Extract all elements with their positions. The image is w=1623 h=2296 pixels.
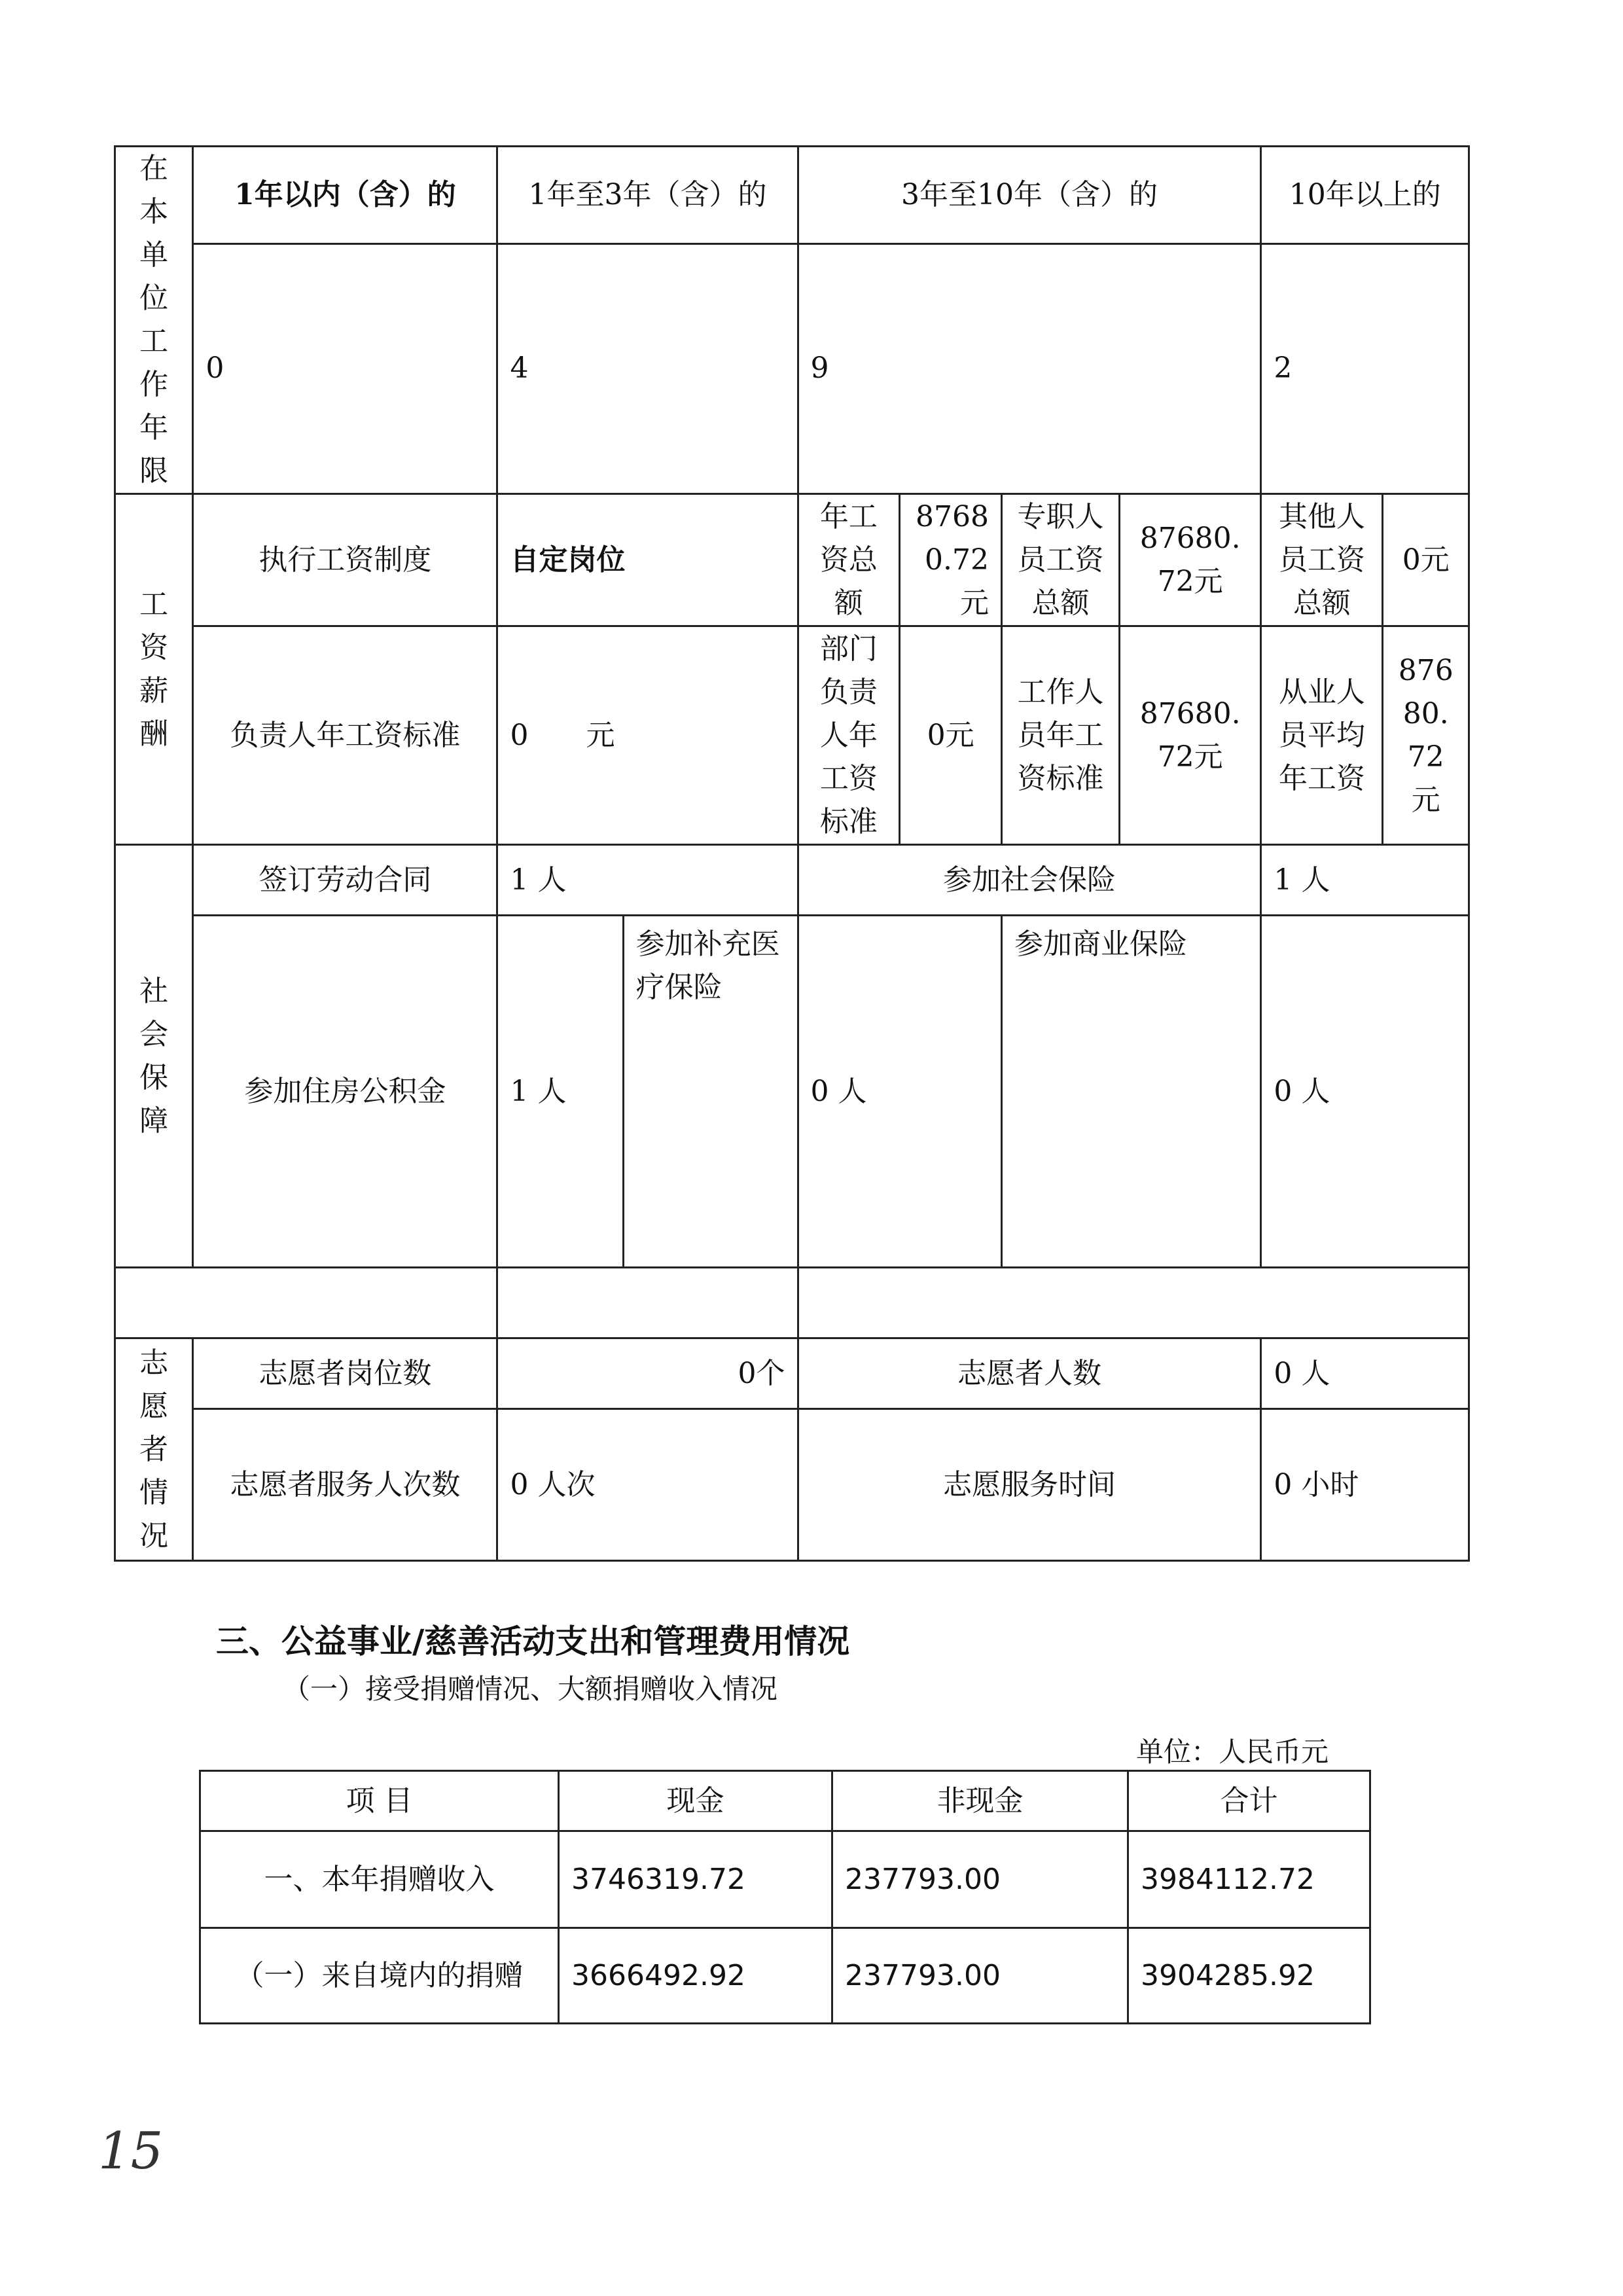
social-section-label: 社会保障 xyxy=(115,845,193,1268)
row-item: （一）来自境内的捐赠 xyxy=(200,1928,559,2024)
annual-wage-total-value: 87680.72元 xyxy=(900,494,1002,626)
empty-cell xyxy=(115,1268,497,1338)
tenure-value: 0 xyxy=(193,243,497,493)
section3-subtitle: （一）接受捐赠情况、大额捐赠收入情况 xyxy=(283,1673,778,1705)
head-wage-standard-value: 0 元 xyxy=(497,626,798,845)
avg-wage-label: 从业人员平均年工资 xyxy=(1261,626,1383,845)
commercial-insurance-value: 0 人 xyxy=(1261,916,1469,1268)
other-wage-total-label: 其他人员工资总额 xyxy=(1261,494,1383,626)
dept-head-wage-value: 0元 xyxy=(900,626,1002,845)
dept-head-wage-label: 部门负责人年工资标准 xyxy=(798,626,900,845)
column-header: 项 目 xyxy=(200,1771,559,1831)
supp-medical-value: 0 人 xyxy=(798,916,1001,1268)
avg-wage-value: 87680.72元 xyxy=(1383,626,1469,845)
housing-fund-label: 参加住房公积金 xyxy=(193,916,497,1268)
table-row xyxy=(200,1831,1370,1928)
wage-system-label: 执行工资制度 xyxy=(193,494,497,626)
staff-wage-standard-value: 87680.72元 xyxy=(1119,626,1260,845)
cash-value: 3666492.92 xyxy=(559,1928,832,2024)
salary-section-label: 工资薪酬 xyxy=(115,494,193,845)
head-wage-standard-label: 负责人年工资标准 xyxy=(193,626,497,845)
currency-unit: 单位：人民币元 xyxy=(1136,1736,1329,1768)
volunteer-service-label: 志愿者服务人次数 xyxy=(193,1409,497,1561)
social-insurance-value: 1 人 xyxy=(1261,845,1469,916)
volunteer-service-value: 0 人次 xyxy=(497,1409,798,1561)
empty-cell xyxy=(497,1268,798,1338)
housing-fund-value: 1 人 xyxy=(497,916,623,1268)
total-value: 3984112.72 xyxy=(1128,1831,1370,1928)
section3-title: 三、公益事业/慈善活动支出和管理费用情况 xyxy=(216,1622,850,1660)
labor-contract-value: 1 人 xyxy=(497,845,798,916)
donation-table xyxy=(199,1770,1371,2024)
column-header: 合计 xyxy=(1128,1771,1370,1831)
noncash-value: 237793.00 xyxy=(832,1928,1128,2024)
labor-contract-label: 签订劳动合同 xyxy=(193,845,497,916)
commercial-insurance-label: 参加商业保险 xyxy=(1001,916,1260,1268)
column-header: 现金 xyxy=(559,1771,832,1831)
tenure-value: 9 xyxy=(798,243,1261,493)
volunteer-count-label: 志愿者人数 xyxy=(798,1338,1261,1409)
tenure-value: 4 xyxy=(497,243,798,493)
wage-system-value: 自定岗位 xyxy=(497,494,798,626)
column-header: 非现金 xyxy=(832,1771,1128,1831)
volunteer-posts-value: 0个 xyxy=(497,1338,798,1409)
tenure-value: 2 xyxy=(1261,243,1469,493)
social-insurance-label: 参加社会保险 xyxy=(798,845,1261,916)
tenure-section-label: 在本单位工作年限 xyxy=(115,147,193,494)
total-value: 3904285.92 xyxy=(1128,1928,1370,2024)
volunteer-posts-label: 志愿者岗位数 xyxy=(193,1338,497,1409)
staff-info-table xyxy=(114,145,1470,1562)
volunteer-time-label: 志愿服务时间 xyxy=(798,1409,1261,1561)
fulltime-wage-total-value: 87680.72元 xyxy=(1119,494,1260,626)
empty-cell xyxy=(798,1268,1469,1338)
tenure-header: 10年以上的 xyxy=(1261,147,1469,244)
staff-wage-standard-label: 工作人员年工资标准 xyxy=(1001,626,1119,845)
volunteer-count-value: 0 人 xyxy=(1261,1338,1469,1409)
tenure-header: 3年至10年（含）的 xyxy=(798,147,1261,244)
handwritten-page-number: 15 xyxy=(98,2122,164,2181)
tenure-header: 1年以内（含）的 xyxy=(193,147,497,244)
other-wage-total-value: 0元 xyxy=(1383,494,1469,626)
volunteer-section-label: 志愿者情况 xyxy=(115,1338,193,1561)
table-row xyxy=(200,1928,1370,2024)
supp-medical-label: 参加补充医疗保险 xyxy=(623,916,798,1268)
annual-wage-total-label: 年工资总额 xyxy=(798,494,900,626)
fulltime-wage-total-label: 专职人员工资总额 xyxy=(1001,494,1119,626)
volunteer-time-value: 0 小时 xyxy=(1261,1409,1469,1561)
row-item: 一、本年捐赠收入 xyxy=(200,1831,559,1928)
tenure-header: 1年至3年（含）的 xyxy=(497,147,798,244)
noncash-value: 237793.00 xyxy=(832,1831,1128,1928)
cash-value: 3746319.72 xyxy=(559,1831,832,1928)
